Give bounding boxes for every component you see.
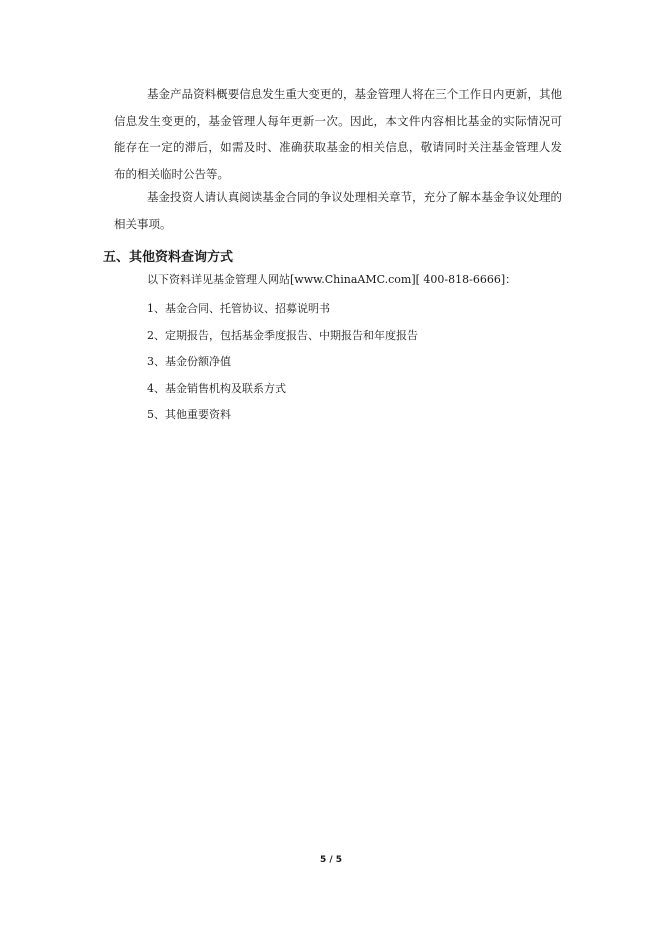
list-item: 3、基金份额净值	[147, 355, 231, 368]
section-heading: 五、其他资料查询方式	[103, 250, 234, 265]
paragraph-update-notice: 基金产品资料概要信息发生重大变更的，基金管理人将在三个工作日内更新，其他信息发生变更的，基金管理人每年更新一次。因此，本文件内容相比基金的实际情况可能存在一定的滞后，如需及时、准确获取基金的相关信息，敬请同时关注基金管理人发布的相关临时公告等。	[114, 87, 562, 181]
section-intro: 以下资料详见基金管理人网站[www.ChinaAMC.com][ 400-818-6666]：	[147, 273, 517, 286]
list-item: 2、定期报告，包括基金季度报告、中期报告和年度报告	[147, 328, 418, 342]
list-item: 5、其他重要资料	[147, 408, 231, 421]
paragraph-dispute-notice: 基金投资人请认真阅读基金合同的争议处理相关章节，充分了解本基金争议处理的相关事项。	[114, 190, 562, 231]
list-item: 1、基金合同、托管协议、招募说明书	[147, 302, 330, 315]
page-number: 5 / 5	[319, 855, 343, 865]
document-list	[147, 296, 418, 429]
list-item: 4、基金销售机构及联系方式	[147, 381, 286, 395]
